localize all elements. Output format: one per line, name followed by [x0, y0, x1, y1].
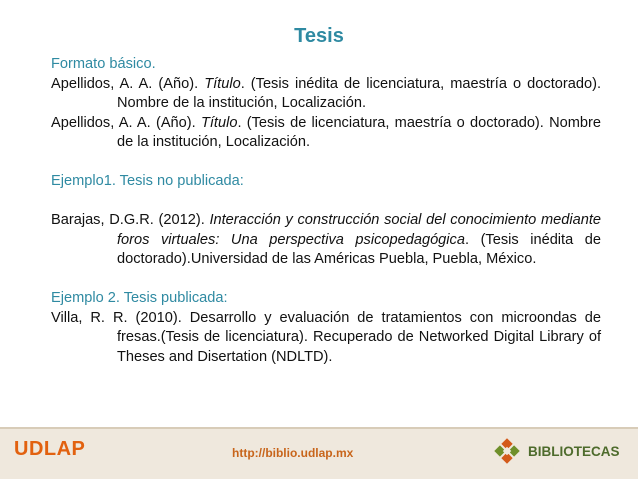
spacer	[51, 270, 601, 290]
footer-url[interactable]: http://biblio.udlap.mx	[232, 446, 354, 460]
format-reference-2	[51, 114, 601, 153]
example1-details: . (Tesis inédita de doctorado).Universidad de las Américas Puebla, Puebla, México.	[117, 231, 601, 267]
example1-heading: Ejemplo1. Tesis no publicada:	[51, 173, 244, 189]
example2-reference: Villa, R. R. (2010). Desarrollo y evaluación de tratamientos con microondas de fresas.(Tesis de licenciatura). Recuperado de Networked Digital Library of Theses and Disertation (NDLTD).	[51, 309, 601, 365]
ref2-authors: Apellidos, A. A. (Año).	[51, 114, 201, 131]
example1-title: Interacción y construcción social del conocimiento mediante foros virtuales: Una perspectiva psicopedagógica	[117, 212, 601, 248]
ref2-details: . (Tesis de licenciatura, maestría o doctorado). Nombre de la institución, Localización.	[117, 114, 601, 150]
bibliotecas-label: BIBLIOTECAS	[528, 444, 620, 459]
format-heading: Formato básico.	[51, 56, 156, 72]
ref1-authors: Apellidos, A. A. (Año).	[51, 75, 205, 92]
slide-content	[51, 55, 601, 367]
footer-divider	[0, 427, 638, 429]
format-reference-1	[51, 75, 601, 114]
spacer	[51, 192, 601, 212]
ref1-title: Título	[204, 75, 241, 92]
spacer	[51, 153, 601, 173]
ref1-details: . (Tesis inédita de licenciatura, maestría o doctorado). Nombre de la institución, Localización.	[117, 75, 602, 111]
bibliotecas-logo-icon	[492, 436, 522, 466]
example2-heading: Ejemplo 2. Tesis publicada:	[51, 290, 228, 306]
example1-reference	[51, 211, 601, 270]
slide-title: Tesis	[294, 25, 344, 47]
example1-authors: Barajas, D.G.R. (2012).	[51, 212, 210, 228]
ref2-title: Título	[200, 114, 238, 131]
udlap-logo: UDLAP	[14, 438, 86, 460]
